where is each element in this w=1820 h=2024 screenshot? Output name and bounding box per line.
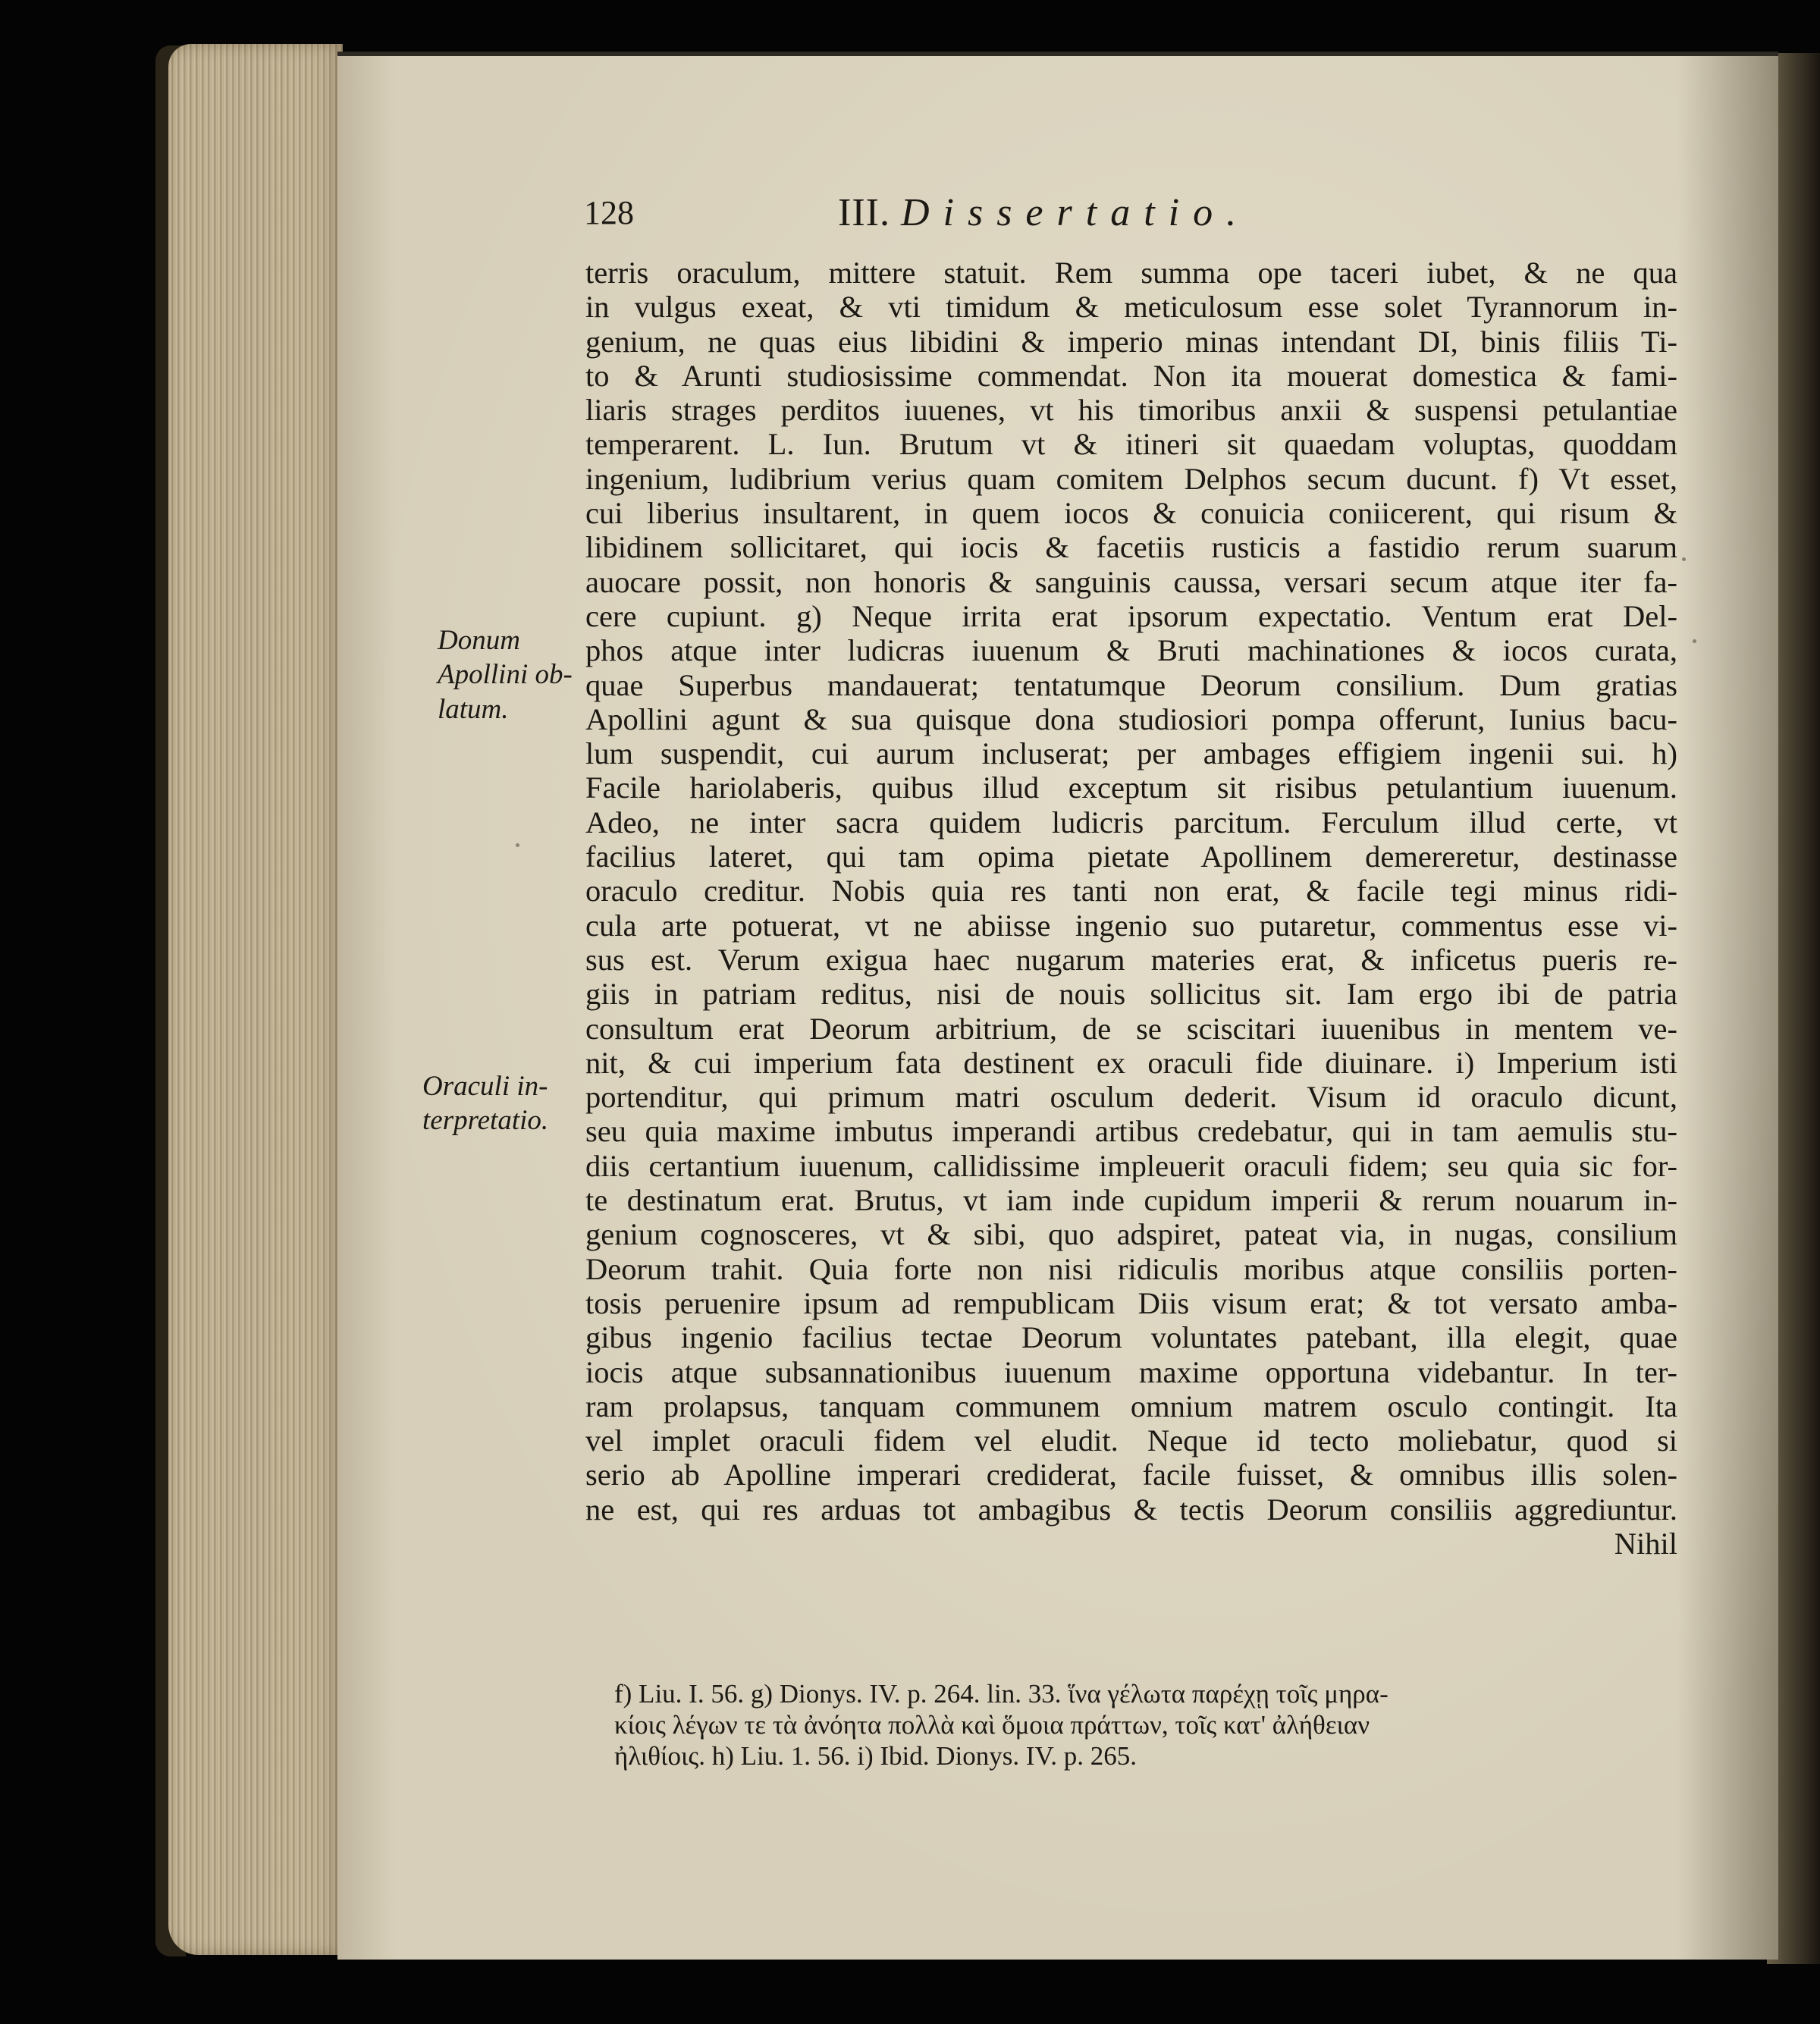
text-line: phos atque inter ludicras iuuenum & Bruti machinationes & iocos curata, bbox=[585, 633, 1677, 668]
margin-note-oraculi bbox=[422, 1069, 548, 1138]
text-line: gibus ingenio facilius tectae Deorum voluntates patebant, illa elegit, quae bbox=[585, 1320, 1677, 1355]
text-line: Apollini agunt & sua quisque dona studiosiori pompa offerunt, Iunius bacu- bbox=[585, 701, 1677, 736]
footnote-line: f) Liu. I. 56. g) Dionys. IV. p. 264. lin. 33. ἵνα γέλωτα παρέχῃ τοῖς μηρα- bbox=[614, 1679, 1389, 1709]
text-line: in vulgus exeat, & vti timidum & meticulosum esse solet Tyrannorum in- bbox=[585, 290, 1677, 325]
text-line: to & Arunti studiosissime commendat. Non ita mouerat domestica & fami- bbox=[585, 358, 1677, 393]
footnote-line: κίοις λέγων τε τὰ ἀνόητα πολλὰ καὶ ὅμοια πράττων, τοῖς κατ' ἀλήθειαν bbox=[614, 1710, 1370, 1740]
text-line: terris oraculum, mittere statuit. Rem summa ope taceri iubet, & ne qua bbox=[585, 256, 1677, 290]
text-line: quae Superbus mandauerat; tentatumque Deorum consilium. Dum gratias bbox=[585, 667, 1677, 702]
text-line: portenditur, qui primum matri osculum dederit. Visum id oraculo dicunt, bbox=[585, 1080, 1677, 1115]
margin-note-line: Oraculi in- bbox=[422, 1071, 548, 1102]
text-line: nit, & cui imperium fata destinent ex oraculi fide diuinare. i) Imperium isti bbox=[585, 1045, 1677, 1080]
body-text bbox=[585, 256, 1677, 1561]
page-stack-edge bbox=[168, 44, 343, 1955]
text-line: genium cognosceres, vt & sibi, quo adspiret, pateat via, in nugas, consilium bbox=[585, 1217, 1677, 1252]
text-line: lum suspendit, cui aurum incluserat; per ambages effigiem ingenii sui. h) bbox=[585, 736, 1677, 771]
text-line: sus est. Verum exigua haec nugarum materies erat, & inficetus pueris re- bbox=[585, 942, 1677, 977]
margin-note-donum bbox=[438, 623, 573, 726]
running-head bbox=[838, 190, 1250, 235]
running-head-title: Dissertatio. bbox=[900, 191, 1250, 234]
text-line: auocare possit, non honoris & sanguinis caussa, versari secum atque iter fa- bbox=[585, 564, 1677, 599]
paper-speck bbox=[1693, 639, 1696, 643]
text-line: iocis atque subsannationibus iuuenum maxime opportuna videbantur. In ter- bbox=[585, 1354, 1677, 1389]
text-line: oraculo creditur. Nobis quia res tanti non erat, & facile tegi minus ridi- bbox=[585, 874, 1677, 908]
text-line: temperarent. L. Iun. Brutum vt & itineri sit quaedam voluptas, quoddam bbox=[585, 427, 1677, 462]
text-line: Adeo, ne inter sacra quidem ludicris parcitum. Ferculum illud certe, vt bbox=[585, 805, 1677, 839]
text-line: Facile hariolaberis, quibus illud exceptum sit risibus petulantium iuuenum. bbox=[585, 770, 1677, 805]
text-line: te destinatum erat. Brutus, vt iam inde cupidum imperii & rerum nouarum in- bbox=[585, 1183, 1677, 1218]
text-line: cere cupiunt. g) Neque irrita erat ipsorum expectatio. Ventum erat Del- bbox=[585, 598, 1677, 633]
text-line: diis certantium iuuenum, callidissime impleuerit oraculi fidem; seu quia sic for- bbox=[585, 1148, 1677, 1183]
text-line: ram prolapsus, tanquam communem omnium matrem osculo contingit. Ita bbox=[585, 1389, 1677, 1423]
text-line: ingenium, ludibrium verius quam comitem Delphos secum ducunt. f) Vt esset, bbox=[585, 461, 1677, 496]
text-line: genium, ne quas eius libidini & imperio minas intendant DI, binis filiis Ti- bbox=[585, 324, 1677, 359]
text-line: cui liberius insultarent, in quem iocos & conuicia coniicerent, qui risum & bbox=[585, 496, 1677, 531]
text-line: consultum erat Deorum arbitrium, de se sciscitari iuuenibus in mentem ve- bbox=[585, 1011, 1677, 1046]
paper-speck bbox=[1682, 557, 1686, 561]
margin-note-line: latum. bbox=[438, 693, 509, 725]
text-line: Deorum trahit. Quia forte non nisi ridiculis moribus atque consiliis porten- bbox=[585, 1251, 1677, 1286]
page-header bbox=[584, 193, 1684, 239]
text-line: facilius lateret, qui tam opima pietate Apollinem demereretur, destinasse bbox=[585, 839, 1677, 874]
text-line: tosis peruenire ipsum ad rempublicam Diis visum erat; & tot versato amba- bbox=[585, 1285, 1677, 1320]
footnote-line: ἠλιθίοις. h) Liu. 1. 56. i) Ibid. Dionys. IV. p. 265. bbox=[614, 1741, 1138, 1771]
paper-speck bbox=[516, 843, 519, 847]
text-line: vel implet oraculi fidem vel eludit. Neque id tecto moliebatur, quod si bbox=[585, 1423, 1677, 1458]
catchword: Nihil bbox=[1614, 1526, 1677, 1561]
running-head-prefix: III. bbox=[838, 191, 890, 234]
text-line: ne est, qui res arduas tot ambagibus & tectis Deorum consiliis aggrediuntur. bbox=[585, 1492, 1677, 1527]
page-number: 128 bbox=[584, 194, 634, 231]
text-line: liaris strages perditos iuuenes, vt his timoribus anxii & suspensi petulantiae bbox=[585, 393, 1677, 428]
text-line: cula arte potuerat, vt ne abiisse ingenio suo putaretur, commentus esse vi- bbox=[585, 908, 1677, 943]
text-line: giis in patriam reditus, nisi de nouis sollicitus sit. Iam ergo ibi de patria bbox=[585, 977, 1677, 1012]
margin-note-line: terpretatio. bbox=[422, 1105, 549, 1137]
margin-note-line: Apollini ob- bbox=[438, 659, 573, 691]
text-line: serio ab Apolline imperari crediderat, facile fuisset, & omnibus illis solen- bbox=[585, 1458, 1677, 1492]
text-line: libidinem sollicitaret, qui iocis & facetiis rusticis a fastidio rerum suarum bbox=[585, 530, 1677, 565]
margin-note-line: Donum bbox=[438, 625, 520, 656]
footnotes bbox=[614, 1678, 1691, 1771]
text-line: seu quia maxime imbutus imperandi artibus credebatur, qui in tam aemulis stu- bbox=[585, 1114, 1677, 1149]
